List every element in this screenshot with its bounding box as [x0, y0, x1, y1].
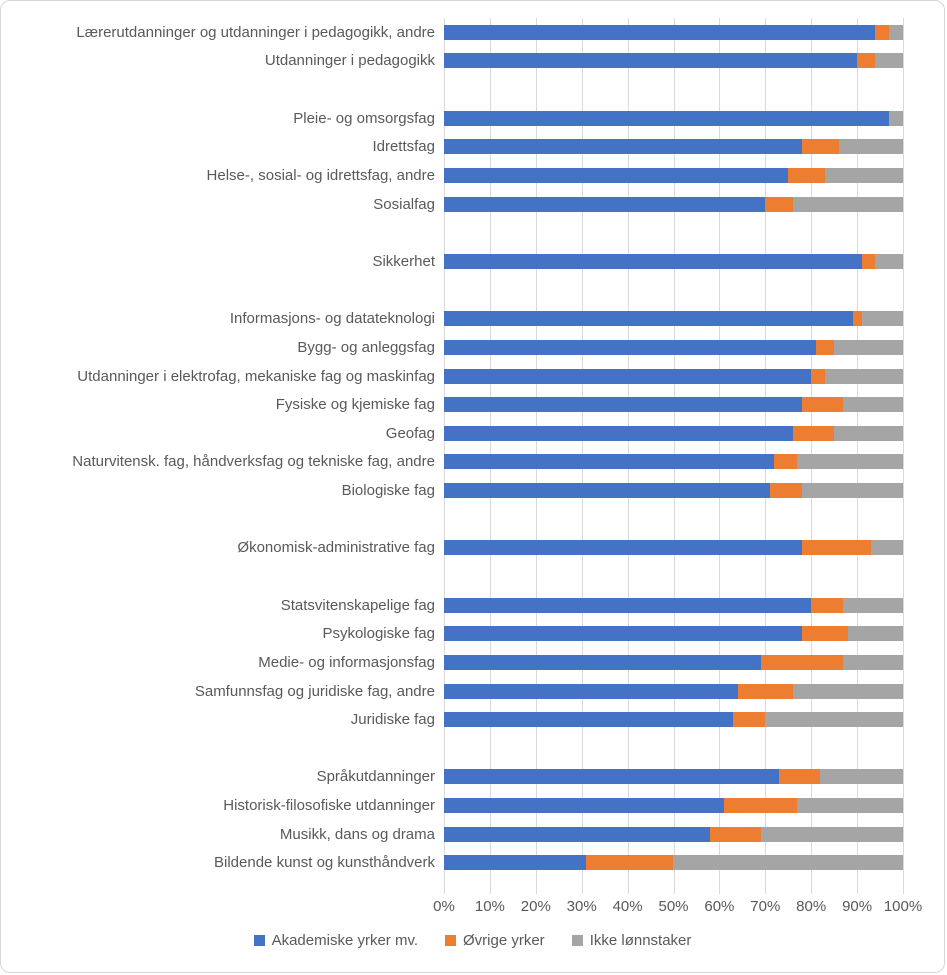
segment-ovrige-yrker: [733, 712, 765, 727]
group-spacer-row: [1, 75, 903, 104]
category-rows: [1, 18, 903, 877]
segment-ovrige-yrker: [710, 827, 760, 842]
group-spacer-row: [1, 734, 903, 763]
gridline: [903, 18, 904, 894]
segment-ovrige-yrker: [770, 483, 802, 498]
bar-row: [1, 849, 903, 878]
bar-track: [444, 111, 903, 126]
bar-row: [1, 18, 903, 47]
x-tick-label: 50%: [658, 898, 689, 915]
category-label: Idrettsfag: [372, 138, 435, 156]
segment-akademiske-yrker: [444, 855, 586, 870]
bar-row: [1, 791, 903, 820]
category-label: Helse-, sosial- og idrettsfag, andre: [206, 167, 435, 185]
group-spacer-row: [1, 505, 903, 534]
legend-item: [254, 932, 418, 949]
segment-akademiske-yrker: [444, 426, 793, 441]
bar-row: [1, 448, 903, 477]
bar-row: [1, 161, 903, 190]
bar-row: [1, 820, 903, 849]
segment-ovrige-yrker: [738, 684, 793, 699]
category-label: Samfunnsfag og juridiske fag, andre: [194, 682, 435, 700]
segment-ikke-lonnstaker: [843, 655, 903, 670]
bar-row: [1, 190, 903, 219]
segment-ikke-lonnstaker: [848, 626, 903, 641]
segment-ikke-lonnstaker: [889, 111, 903, 126]
segment-ovrige-yrker: [779, 769, 820, 784]
category-label: Geofag: [385, 424, 435, 442]
bar-row: [1, 390, 903, 419]
bar-row: [1, 362, 903, 391]
legend-swatch-icon: [445, 935, 456, 946]
x-tick-label: 40%: [612, 898, 643, 915]
segment-ovrige-yrker: [862, 254, 876, 269]
bar-row: [1, 304, 903, 333]
legend-item: [572, 932, 692, 949]
segment-akademiske-yrker: [444, 827, 710, 842]
x-tick-label: 100%: [883, 898, 923, 915]
bar-track: [444, 139, 903, 154]
segment-ikke-lonnstaker: [843, 397, 903, 412]
segment-ikke-lonnstaker: [875, 254, 903, 269]
segment-ikke-lonnstaker: [673, 855, 903, 870]
segment-ikke-lonnstaker: [834, 340, 903, 355]
segment-ovrige-yrker: [586, 855, 673, 870]
category-label: Naturvitensk. fag, håndverksfag og tekniske fag, andre: [72, 453, 435, 471]
legend-swatch-icon: [254, 935, 265, 946]
category-label: Psykologiske fag: [322, 625, 435, 643]
legend-label: Øvrige yrker: [463, 932, 545, 949]
bar-track: [444, 254, 903, 269]
bar-track: [444, 598, 903, 613]
category-label: Sikkerhet: [372, 252, 435, 270]
segment-akademiske-yrker: [444, 25, 875, 40]
segment-ovrige-yrker: [802, 540, 871, 555]
bar-track: [444, 712, 903, 727]
segment-ikke-lonnstaker: [793, 197, 903, 212]
category-label: Juridiske fag: [350, 711, 435, 729]
segment-akademiske-yrker: [444, 626, 802, 641]
bar-track: [444, 25, 903, 40]
bar-track: [444, 454, 903, 469]
segment-akademiske-yrker: [444, 598, 811, 613]
x-tick-label: 60%: [704, 898, 735, 915]
legend-swatch-icon: [572, 935, 583, 946]
bar-track: [444, 53, 903, 68]
category-label: Informasjons- og datateknologi: [229, 310, 435, 328]
x-tick-label: 20%: [520, 898, 551, 915]
segment-ikke-lonnstaker: [765, 712, 903, 727]
category-label: Utdanninger i pedagogikk: [264, 52, 435, 70]
bar-track: [444, 168, 903, 183]
legend: [1, 932, 944, 949]
segment-ovrige-yrker: [724, 798, 797, 813]
segment-akademiske-yrker: [444, 254, 862, 269]
group-spacer-row: [1, 218, 903, 247]
bar-track: [444, 827, 903, 842]
group-spacer-row: [1, 562, 903, 591]
bar-track: [444, 311, 903, 326]
segment-ikke-lonnstaker: [793, 684, 903, 699]
segment-akademiske-yrker: [444, 397, 802, 412]
segment-ikke-lonnstaker: [820, 769, 903, 784]
bar-row: [1, 677, 903, 706]
category-label: Medie- og informasjonsfag: [258, 653, 435, 671]
category-label: Musikk, dans og drama: [279, 825, 435, 843]
segment-ikke-lonnstaker: [802, 483, 903, 498]
bar-row: [1, 763, 903, 792]
x-tick-label: 10%: [474, 898, 505, 915]
segment-ikke-lonnstaker: [889, 25, 903, 40]
bar-track: [444, 483, 903, 498]
segment-ikke-lonnstaker: [875, 53, 903, 68]
bar-row: [1, 104, 903, 133]
x-tick-label: 80%: [796, 898, 827, 915]
segment-ovrige-yrker: [761, 655, 844, 670]
bar-row: [1, 419, 903, 448]
category-label: Pleie- og omsorgsfag: [293, 109, 435, 127]
segment-ovrige-yrker: [788, 168, 825, 183]
bar-track: [444, 540, 903, 555]
category-label: Språkutdanninger: [316, 768, 435, 786]
bar-track: [444, 655, 903, 670]
category-label: Utdanninger i elektrofag, mekaniske fag og maskinfag: [77, 367, 435, 385]
segment-ovrige-yrker: [875, 25, 889, 40]
category-label: Biologiske fag: [341, 482, 435, 500]
segment-ikke-lonnstaker: [871, 540, 903, 555]
x-tick-label: 30%: [566, 898, 597, 915]
bar-track: [444, 197, 903, 212]
bar-track: [444, 369, 903, 384]
segment-ikke-lonnstaker: [825, 168, 903, 183]
bar-row: [1, 591, 903, 620]
bar-track: [444, 426, 903, 441]
bar-track: [444, 798, 903, 813]
bar-track: [444, 626, 903, 641]
category-label: Statsvitenskapelige fag: [280, 596, 435, 614]
segment-akademiske-yrker: [444, 197, 765, 212]
category-label: Sosialfag: [373, 195, 435, 213]
bar-row: [1, 333, 903, 362]
category-label: Økonomisk-administrative fag: [237, 539, 435, 557]
legend-label: Akademiske yrker mv.: [271, 932, 418, 949]
segment-ikke-lonnstaker: [797, 454, 903, 469]
segment-ovrige-yrker: [765, 197, 793, 212]
bar-track: [444, 340, 903, 355]
segment-akademiske-yrker: [444, 454, 774, 469]
bar-row: [1, 247, 903, 276]
segment-ovrige-yrker: [802, 139, 839, 154]
segment-ikke-lonnstaker: [825, 369, 903, 384]
segment-akademiske-yrker: [444, 369, 811, 384]
segment-akademiske-yrker: [444, 684, 738, 699]
segment-ikke-lonnstaker: [761, 827, 903, 842]
bar-row: [1, 47, 903, 76]
bar-row: [1, 133, 903, 162]
x-tick-label: 0%: [433, 898, 455, 915]
segment-ovrige-yrker: [816, 340, 834, 355]
segment-ovrige-yrker: [802, 626, 848, 641]
category-label: Fysiske og kjemiske fag: [275, 396, 435, 414]
segment-akademiske-yrker: [444, 798, 724, 813]
category-label: Lærerutdanninger og utdanninger i pedagogikk, andre: [76, 23, 435, 41]
segment-ovrige-yrker: [853, 311, 862, 326]
segment-ovrige-yrker: [811, 369, 825, 384]
segment-akademiske-yrker: [444, 168, 788, 183]
segment-ovrige-yrker: [802, 397, 843, 412]
category-label: Bygg- og anleggsfag: [297, 338, 435, 356]
bar-row: [1, 705, 903, 734]
category-label: Bildende kunst og kunsthåndverk: [214, 854, 435, 872]
bar-track: [444, 684, 903, 699]
segment-akademiske-yrker: [444, 53, 857, 68]
bar-row: [1, 534, 903, 563]
segment-akademiske-yrker: [444, 111, 889, 126]
bar-row: [1, 648, 903, 677]
segment-ikke-lonnstaker: [834, 426, 903, 441]
segment-akademiske-yrker: [444, 483, 770, 498]
bar-track: [444, 855, 903, 870]
segment-akademiske-yrker: [444, 139, 802, 154]
legend-label: Ikke lønnstaker: [589, 932, 692, 949]
segment-ovrige-yrker: [793, 426, 834, 441]
x-axis-tick-labels: [433, 898, 923, 916]
bar-track: [444, 397, 903, 412]
segment-ikke-lonnstaker: [843, 598, 903, 613]
segment-ikke-lonnstaker: [797, 798, 903, 813]
segment-ikke-lonnstaker: [862, 311, 903, 326]
bar-row: [1, 476, 903, 505]
x-tick-label: 90%: [842, 898, 873, 915]
segment-ovrige-yrker: [774, 454, 797, 469]
group-spacer-row: [1, 276, 903, 305]
bar-row: [1, 619, 903, 648]
segment-akademiske-yrker: [444, 655, 761, 670]
segment-ovrige-yrker: [811, 598, 843, 613]
segment-akademiske-yrker: [444, 769, 779, 784]
segment-akademiske-yrker: [444, 340, 816, 355]
segment-akademiske-yrker: [444, 540, 802, 555]
x-tick-label: 70%: [750, 898, 781, 915]
segment-akademiske-yrker: [444, 311, 853, 326]
segment-ikke-lonnstaker: [839, 139, 903, 154]
segment-akademiske-yrker: [444, 712, 733, 727]
bar-track: [444, 769, 903, 784]
segment-ovrige-yrker: [857, 53, 875, 68]
category-label: Historisk-filosofiske utdanninger: [223, 797, 435, 815]
legend-item: [445, 932, 545, 949]
